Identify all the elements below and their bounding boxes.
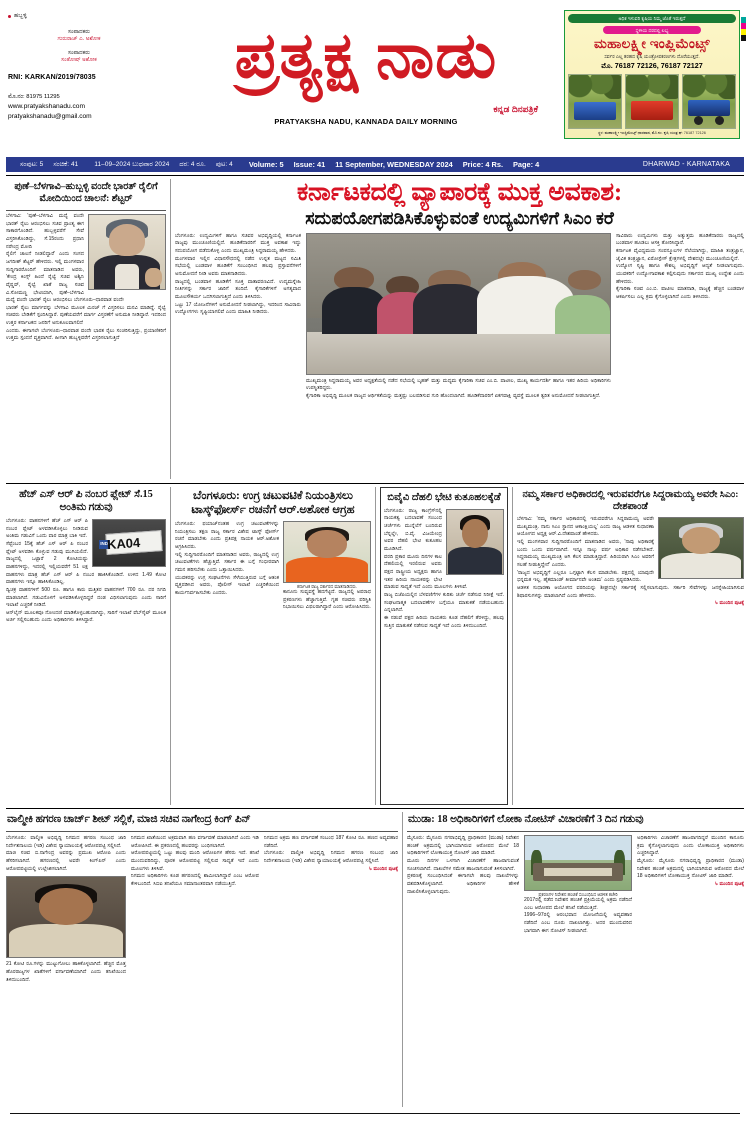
- valmiki-body: [6, 835, 398, 984]
- ad-phone-numbers: ಮೊ. 76187 72126, 76187 72127: [601, 60, 703, 70]
- md-p3: 2017ರಲ್ಲಿ ನಡೆದ ನಿವೇಶನ ಹಂಚಿಕೆ ಪ್ರಕ್ರಿಯೆಯಲ್ಲಿ ಅಕ್ರಮ ನಡೆದಿದೆ ಎಂಬ ಆರೋಪದ ಮೇಲೆ ತನಿಖೆ ನಡೆಯುತ್ತಿದೆ.: [524, 896, 632, 911]
- continue-arrow-icon-3: ↳: [714, 880, 719, 886]
- column-divider-4: [512, 487, 513, 805]
- edition-label: ಹಬ್ಬಳ್ಳಿ: [14, 12, 27, 19]
- dp-p1: ಬೆಳಗಾವಿ: 'ನಮ್ಮ ಸರ್ಕಾರ ಅಧಿಕಾರದಲ್ಲಿ ಇರುವವರೆಗೂ ಸಿದ್ದರಾಮಯ್ಯ ಅವರೇ ಮುಖ್ಯಮಂತ್ರಿ. ನಾನು ಸಿಎಂ ಸ್ಥಾನದ ಆಕಾಂಕ್ಷಿಯಲ್ಲ' ಎಂದು ರಾಜ್ಯ ಆಡಳಿತ ಸುಧಾರಣಾ ಆಯೋಗದ ಅಧ್ಯಕ್ಷ ಆರ್.ವಿ.ದೇಶಪಾಂಡೆ ಹೇಳಿದರು.: [517, 516, 654, 538]
- subtitle-kannada: ಕನ್ನಡ ದಿನಪತ್ರಿಕೆ: [493, 104, 538, 114]
- masthead-title-block: [168, 6, 564, 126]
- muda-col-2: [524, 835, 632, 935]
- main-headline-line2: ಸದುಪಯೋಗಪಡಿಸಿಕೊಳ್ಳುವಂತೆ ಉದ್ಯಮಿಗಳಿಗೆ ಸಿಎಂ ಕರೆ: [305, 208, 614, 228]
- main-c3-p3: ಉದ್ಯೋಗ ಸೃಷ್ಟಿ ಹಾಗೂ ಕೌಶಲ್ಯ ಅಭಿವೃದ್ಧಿಗೆ ಆದ್ಯತೆ ನೀಡಲಾಗುವುದು. ಯುವಕರಿಗೆ ಉದ್ಯೋಗಾವಕಾಶ ಕಲ್ಪಿಸುವುದು ಸರ್ಕಾರದ ಮುಖ್ಯ ಉದ್ದೇಶ ಎಂದು ಹೇಳಿದರು.: [616, 263, 744, 285]
- rv-deshpande-photo: [658, 517, 744, 579]
- continue-arrow-icon-2: ↳: [368, 865, 373, 871]
- credit-2-name: ಸಂತೋಷ್ ಅಶೋಕ: [61, 56, 97, 63]
- info-pages: Page: 4: [513, 160, 540, 169]
- main-story: [175, 179, 744, 479]
- muda-col-2-text: [524, 897, 632, 935]
- taskforce-body: [175, 521, 371, 612]
- main-c1-p3: ರಾಜ್ಯದಲ್ಲಿ ಬಂಡವಾಳ ಹೂಡಿಕೆಗೆ ಸೂಕ್ತ ವಾತಾವರಣವಿದೆ. ಉದ್ಯಮಸ್ನೇಹಿ ನೀತಿಗಳನ್ನು ಸರ್ಕಾರ ಜಾರಿಗೆ ತಂದಿದೆ. ಕೈಗಾರಿಕೆಗಳಿಗೆ ಅಗತ್ಯವಾದ ಮೂಲಸೌಕರ್ಯ ಒದಗಿಸಲಾಗುತ್ತಿದೆ ಎಂದು ತಿಳಿಸಿದರು.: [175, 278, 301, 300]
- section-deshpande: [517, 487, 744, 805]
- contact-phone: ಮೊ.ನಂ: 81975 11295: [8, 93, 60, 100]
- ad-product-images: [568, 74, 736, 129]
- section-taskforce: [175, 487, 371, 805]
- r-ashoka-photo: [283, 521, 371, 583]
- bjp-p4: ಈ ನಡುವೆ ಪಕ್ಷದ ಹಿರಿಯ ನಾಯಕರು ಕೂಡ ದೆಹಲಿಗೆ ತೆರಳಿದ್ದು, ಹಲವು ಸುತ್ತಿನ ಮಾತುಕತೆ ನಡೆಸುವ ಸಾಧ್ಯತೆ ಇದೆ ಎಂದು ತಿಳಿದುಬಂದಿದೆ.: [384, 614, 504, 629]
- masthead-edition-bullet: [8, 12, 168, 20]
- valmiki-col-2: [131, 835, 259, 984]
- lead-para-3: ಭಾರತ್ ರೈಲು ಮಾರ್ಗವನ್ನು ಬೆಳಗಾವಿ ಮೂಲಕ ಮಿರಜ್ ಗೆ ವಿಸ್ತರಿಸಲು ಮನವಿ ಮಾಡಿದ್ದೆ. ರೈಲ್ವೆ ಸಚಿವರು ಬೇಡಿಕೆಗೆ ಸ್ಪಂದಿಸಿದ್ದಾರೆ. ಪುಣೆಯವರೆಗೆ ಮಾರ್ಗ ವಿಸ್ತರಣೆಗೆ ಅನುಮತಿ ನೀಡಿದ್ದಾರೆ. ಇದರಿಂದ ಉತ್ತರ ಕರ್ನಾಟಕದ ಜನರಿಗೆ ಅನುಕೂಲವಾಗಲಿದೆ: [6, 304, 166, 327]
- info-pages-kn: ಪುಟ: 4: [215, 160, 233, 168]
- cm-siddaramaiah-meeting-photo: [306, 233, 611, 375]
- vl-p5: ನಿಗಮದ ಅಧಿಕಾರಿಗಳು ಕೂಡ ಹಗರಣದಲ್ಲಿ ಶಾಮೀಲಾಗಿದ್ದಾರೆ ಎಂಬ ಆರೋಪ ಕೇಳಿಬಂದಿದೆ. ಸಿಬಿಐ ತನಿಖೆಯೂ ಸಮಾನಾಂತರವಾಗಿ ನಡೆಯುತ್ತಿದೆ.: [131, 873, 259, 887]
- bjp-p1: ಬೆಂಗಳೂರು: ರಾಜ್ಯ ಕಾಂಗ್ರೆಸ್‌ನಲ್ಲಿ ನಾಯಕತ್ವ ಬದಲಾವಣೆ ಸಂಬಂಧ ಚರ್ಚೆಗಳು ಮುನ್ನೆಲೆಗೆ ಬಂದಿರುವ ಬೆನ್ನಲ್ಲೇ, ಬಿ.ವೈ. ವಿಜಯೇಂದ್ರ ಅವರ ದೆಹಲಿ ಭೇಟಿ ಕುತೂಹಲ ಮೂಡಿಸಿದೆ.: [384, 507, 442, 553]
- main-c2-p1: ಮುಖ್ಯಮಂತ್ರಿ ಸಿದ್ದರಾಮಯ್ಯ ಅವರ ಅಧ್ಯಕ್ಷತೆಯಲ್ಲಿ ನಡೆದ ಸಭೆಯಲ್ಲಿ ಬೃಹತ್ ಮತ್ತು ಮಧ್ಯಮ ಕೈಗಾರಿಕಾ ಸಚಿವ ಎಂ.ಬಿ. ಪಾಟೀಲ, ಮುಖ್ಯ ಕಾರ್ಯದರ್ಶಿ ಹಾಗೂ ಇತರ ಹಿರಿಯ ಅಧಿಕಾರಿಗಳು ಉಪಸ್ಥಿತರಿದ್ದರು.: [306, 377, 611, 392]
- main-c3-p1: ಸಾವಿರಾರು ಉದ್ಯಮಿಗಳು ಮತ್ತು ಅತ್ಯುತ್ತಮ ಹೂಡಿಕೆದಾರರು ರಾಜ್ಯದಲ್ಲಿ ಬಂಡವಾಳ ಹೂಡಲು ಆಸಕ್ತಿ ತೋರಿಸಿದ್ದಾರೆ.: [616, 232, 744, 247]
- vl-p7: 21 ಕೋಟಿ ರೂ.ಗಳನ್ನು ಮುಟ್ಟುಗೋಲು ಹಾಕಿಕೊಳ್ಳಲಾಗಿದೆ. ಹೆಚ್ಚಿನ ಮೊತ್ತ ಹೊರರಾಜ್ಯಗಳ ಖಾತೆಗಳಿಗೆ ವರ್ಗಾವಣೆಯಾಗಿದೆ ಎಂದು ತನಿಖೆಯಿಂದ ತಿಳಿದುಬಂದಿದೆ.: [6, 961, 126, 983]
- divider-under-infobar: [6, 175, 744, 176]
- muda-continue-marker[interactable]: ↳ಮುಂದಿನ ಪುಟಕ್ಕೆ: [714, 880, 744, 886]
- lead-story-headline: ಪುಣೆ–ಬೆಳಗಾವಿ–ಹುಬ್ಬಳ್ಳಿ ವಂದೇ ಭಾರತ್ ರೈಲಿಗೆ ಮೋದಿಯಿಂದ ಚಾಲನೆ: ಶೆಟ್ಟರ್: [14, 181, 158, 205]
- column-divider-5: [402, 812, 403, 1107]
- vl-p4: ಆರೋಪಪಟ್ಟಿಯಲ್ಲಿ ಒಟ್ಟು ಹಲವು ಮಂದಿ ಆರೋಪಿಗಳ ಹೆಸರು ಇದೆ. ತನಿಖೆ ಮುಂದುವರಿದಿದ್ದು, ಪೂರಕ ಆರೋಪಪಟ್ಟಿ ಸಲ್ಲಿಸುವ ಸಾಧ್ಯತೆ ಇದೆ ಎಂದು ಮೂಲಗಳು ತಿಳಿಸಿವೆ.: [131, 850, 259, 872]
- tf-p1: ಬೆಂಗಳೂರು: ಫಯಾಜ್‌ನಂತಹ ಉಗ್ರ ಚಟುವಟಿಕೆಗಳನ್ನು ನಿಯಂತ್ರಿಸಲು ತಕ್ಷಣ ರಾಜ್ಯ ಸರ್ಕಾರ ವಿಶೇಷ ಟಾಸ್ಕ್ ಫೋರ್ಸ್ ರಚನೆ ಮಾಡಬೇಕು ಎಂದು ಪ್ರತಿಪಕ್ಷ ನಾಯಕ ಆರ್.ಅಶೋಕ ಆಗ್ರಹಿಸಿದರು.: [175, 520, 279, 550]
- credit-1: [20, 29, 138, 43]
- r-ashoka-photo-caption: ಕರ್ನಾಟಕ ರಾಜ್ಯ ಸರ್ಕಾರದ ಮಾತನಾಡಿದರು.: [296, 583, 358, 589]
- credit-1-role: ಸಂಪಾದಕರು: [68, 29, 90, 35]
- md-p2: ಮೂರು ದಿನಗಳ ಒಳಗಾಗಿ ವಿಚಾರಣೆಗೆ ಹಾಜರಾಗುವಂತೆ ಸೂಚಿಸಲಾಗಿದೆ. ದಾಖಲೆಗಳ ಸಮೇತ ಹಾಜರಾಗುವಂತೆ ತಿಳಿಸಲಾಗಿದೆ.: [407, 857, 519, 872]
- main-col-1: [175, 233, 301, 401]
- hsrp-body: [6, 518, 166, 625]
- masthead-advertisement[interactable]: [564, 10, 740, 139]
- top-band: [0, 179, 750, 479]
- hsrp-headline: ಹೆಚ್ ಎಸ್ ಆರ್ ಪಿ ನಂಬರ ಪ್ಲೇಟ್ ಸೆ.15 ಅಂತಿಮ ಗಡುವು: [19, 489, 153, 513]
- main-col-2: [306, 233, 611, 401]
- lead-para-1: ಬೆಳಗಾವಿ: 'ಪುಣೆ–ಬೆಳಗಾವಿ ಮಧ್ಯೆ ವಂದೇ ಭಾರತ್ ರೈಲು ಆರಂಭಿಸಲು ಸಚಿವ ಪ್ರಾಂತ್ಯ ಈಗ ಸಾಕಾರಗೊಂಡಿದೆ. ಹುಬ್ಬಳ್ಳಿವರೆಗೆ ಸೇವೆ ವಿಸ್ತರಿಸಿಕೊಂಡಿದ್ದು, ಸೆ.15ರಂದು ಪ್ರಧಾನಿ ನರೇಂದ್ರ ಮೋದಿ: [6, 212, 84, 250]
- section-muda: [407, 812, 744, 1107]
- muda-photo-caption: ಪ್ರಕರಣಗಳ ನಿವೇಶನ ಹಂಚಿಕೆ ಸಂಬಂಧಿಸಿದ ಆಡಳಿತ ಕಚೇರಿ: [538, 891, 618, 897]
- contact-email[interactable]: pratyakshanadu@gmail.com: [8, 113, 92, 121]
- md-p5: 1996–97ರಲ್ಲಿ ಆರಂಭವಾದ ಯೋಜನೆಯಲ್ಲಿ ಅವ್ಯವಹಾರ ನಡೆದಿದೆ ಎಂಬ ದೂರು ದಾಖಲಾಗಿತ್ತು. ಅದರ ಮುಂದುವರಿದ ಭಾಗವಾಗಿ ಈಗ ನೋಟಿಸ್ ನೀಡಲಾಗಿದೆ.: [524, 912, 632, 934]
- muda-col-3: [637, 835, 744, 935]
- muda-office-photo: [524, 835, 632, 891]
- deshpande-continue-marker[interactable]: ↳ಮುಂದಿನ ಪುಟಕ್ಕೆ: [714, 600, 744, 606]
- main-c3-p4: ಕೈಗಾರಿಕಾ ಸಚಿವ ಎಂ.ಬಿ. ಪಾಟೀಲ ಮಾತನಾಡಿ, ರಾಜ್ಯಕ್ಕೆ ಹೆಚ್ಚಿನ ಬಂಡವಾಳ ಆಕರ್ಷಿಸಲು ಎಲ್ಲ ಕ್ರಮ ಕೈಗೊಳ್ಳಲಾಗಿದೆ ಎಂದು ತಿಳಿಸಿದರು.: [616, 286, 744, 300]
- md-p1: ಮೈಸೂರು: ಮೈಸೂರು ನಗರಾಭಿವೃದ್ಧಿ ಪ್ರಾಧಿಕಾರದ (ಮುಡಾ) ನಿವೇಶನ ಹಂಚಿಕೆ ಅಕ್ರಮದಲ್ಲಿ ಭಾಗಿಯಾಗಿರುವ ಆರೋಪದ ಮೇಲೆ 18 ಅಧಿಕಾರಿಗಳಿಗೆ ಲೋಕಾಯುಕ್ತ ನೋಟಿಸ್ ಜಾರಿ ಮಾಡಿದೆ.: [407, 834, 519, 857]
- valmiki-continue-marker[interactable]: ↳ಮುಂದಿನ ಪುಟಕ್ಕೆ: [368, 865, 398, 871]
- bjp-delhi-headline: ಬಿವೈವಿ ದೆಹಲಿ ಭೇಟಿ ಕುತೂಹಲಕ್ಕೆಡೆ: [387, 492, 501, 503]
- ad-trailer-image: [682, 74, 736, 129]
- hsrp-number-plate-photo: IND KA04: [92, 519, 166, 567]
- valmiki-col-3: [264, 835, 398, 984]
- main-story-columns: [175, 233, 744, 401]
- main-c1-p2: ಮಂಗಳವಾರ ಇಲ್ಲಿನ ವಿಧಾನಸೌಧದಲ್ಲಿ ನಡೆದ ಉನ್ನತ ಮಟ್ಟದ ಸಮಿತಿ ಸಭೆಯಲ್ಲಿ ಬಂಡವಾಳ ಹೂಡಿಕೆಗೆ ಸಂಬಂಧಿಸಿದ ಹಲವು ಪ್ರಸ್ತಾವನೆಗಳಿಗೆ ಅನುಮೋದನೆ ನೀಡಿ ಅವರು ಮಾತನಾಡಿದರು.: [175, 255, 301, 277]
- nagendra-photo: [6, 876, 126, 958]
- lead-para-2: ರೈಲಿಗೆ ಚಾಲನೆ ನೀಡಲಿದ್ದಾರೆ' ಎಂದು ಸಂಸದ ಜಗದೀಶ್ ಶೆಟ್ಟರ್ ಹೇಳಿದರು. ಇಲ್ಲಿ ಮಂಗಳವಾರ ಸುದ್ದಿಗಾರರೊಂದಿಗೆ ಮಾತನಾಡಿದ ಅವರು, 'ಕೇಂದ್ರ ಕಿಂಗ್ಸ್ ಹಿಂದೆ ರೈಲ್ವೆ ಸಚಿವ ಅಶ್ವಿನಿ ವೈಷ್ಣವ್, ರೈಲ್ವೆ ಖಾತೆ ರಾಜ್ಯ ಸಚಿವ ವಿ.ಸೋಮಣ್ಣ ಭೇಟಿಯಾಗಿ, ಪುಣೆ–ಬೆಳಗಾವಿ ಮಧ್ಯೆ ವಂದೇ ಭಾರತ್ ರೈಲು ಆರಂಭಿಸಲು ಬೆಂಗಳೂರು–ಧಾರವಾಡ ವಂದೇ: [6, 251, 124, 304]
- hsrp-p3: ದ್ವಿಚಕ್ರ ವಾಹನಗಳಿಗೆ 500 ರೂ. ಹಾಗೂ ಕಾರು ಮತ್ತಿತರ ವಾಹನಗಳಿಗೆ 700 ರೂ. ದರ ನಿಗದಿ ಮಾಡಲಾಗಿದೆ. ಗಡುವಿನೊಳಗೆ ಅಳವಡಿಸಿಕೊಳ್ಳದಿದ್ದರೆ ದಂಡ ವಿಧಿಸಲಾಗುವುದು ಎಂದು ಸಾರಿಗೆ ಇಲಾಖೆ ಎಚ್ಚರಿಕೆ ನೀಡಿದೆ.: [6, 586, 166, 609]
- cmyk-registration-marks: [741, 17, 746, 41]
- main-headline-line1: ಕರ್ನಾಟಕದಲ್ಲಿ ವ್ಯಾಪಾರಕ್ಕೆ ಮುಕ್ತ ಅವಕಾಶ:: [296, 179, 623, 206]
- ad-description: ಸರ್ವರ ಎಲ್ಲ ತರಹದ ಕೃಷಿ ಯಂತ್ರೋಪಕರಣಗಳು ದೊರೆಯುತ್ತದೆ.: [604, 53, 700, 59]
- tf-p4: ಕಾನೂನು ಸುವ್ಯವಸ್ಥೆ ಹದಗೆಟ್ಟಿದೆ. ರಾಜ್ಯದಲ್ಲಿ ಅಪರಾಧ ಪ್ರಕರಣಗಳು ಹೆಚ್ಚಾಗುತ್ತಿವೆ. ಗೃಹ ಸಚಿವರು ಪರಿಸ್ಥಿತಿ ನಿಭಾಯಿಸಲು ವಿಫಲರಾಗಿದ್ದಾರೆ ಎಂದು ಆರೋಪಿಸಿದರು.: [283, 588, 371, 611]
- lead-story: [6, 179, 166, 479]
- masthead: [0, 0, 750, 155]
- taskforce-col-left: [175, 521, 279, 612]
- muda-body: [407, 835, 744, 935]
- info-date-kn: 11–09–2024 ಬುಧವಾರ 2024: [94, 160, 170, 168]
- hsrp-p4: ಆನ್‌ಲೈನ್ ಮೂಲಕವೂ ನೋಂದಣಿ ಮಾಡಿಕೊಳ್ಳಬಹುದಾಗಿದ್ದು, ಸಾರಿಗೆ ಇಲಾಖೆ ವೆಬ್‌ಸೈಟ್ ಮೂಲಕ ಅರ್ಜಿ ಸಲ್ಲಿಸಬಹುದು ಎಂದು ಅಧಿಕಾರಿಗಳು ತಿಳಿಸಿದ್ದಾರೆ.: [6, 609, 166, 624]
- deshpande-headline: ನಮ್ಮ ಸರ್ಕಾರ ಅಧಿಕಾರದಲ್ಲಿ ಇರುವವರೆಗೂ ಸಿದ್ದರಾಮಯ್ಯ ಅವರೇ ಸಿಎಂ: ದೇಶಪಾಂಡೆ: [522, 489, 739, 513]
- tf-p2: ಇಲ್ಲಿ ಸುದ್ದಿಗಾರರೊಂದಿಗೆ ಮಾತನಾಡಿದ ಅವರು, ರಾಜ್ಯದಲ್ಲಿ ಉಗ್ರ ಚಟುವಟಿಕೆಗಳು ಹೆಚ್ಚುತ್ತಿವೆ. ಸರ್ಕಾರ ಈ ಬಗ್ಗೆ ಗಂಭೀರವಾಗಿ ಗಮನ ಹರಿಸಬೇಕು ಎಂದು ಒತ್ತಾಯಿಸಿದರು.: [175, 551, 279, 573]
- jagadish-shettar-photo: [88, 214, 166, 290]
- bottom-band: [0, 812, 750, 1107]
- subtitle-english: PRATYAKSHA NADU, KANNADA DAILY MORNING: [274, 117, 458, 126]
- bjp-p2: ವರದಿ ಪ್ರಕಾರ ಮೂರು ದಿನಗಳ ಕಾಲ ದೆಹಲಿಯಲ್ಲಿ ಇರಲಿರುವ ಅವರು ಪಕ್ಷದ ರಾಷ್ಟ್ರೀಯ ಅಧ್ಯಕ್ಷರು ಹಾಗೂ ಇತರ ಹಿರಿಯ ನಾಯಕರನ್ನು ಭೇಟಿ ಮಾಡುವ ಸಾಧ್ಯತೆ ಇದೆ ಎಂದು ಮೂಲಗಳು ತಿಳಿಸಿವೆ.: [384, 553, 468, 591]
- info-price-kn: ದರ: 4 ರೂ.: [179, 160, 206, 168]
- dp-p3: 'ರಾಜ್ಯದ ಅಭಿವೃದ್ಧಿಗೆ ಎಲ್ಲರೂ ಒಗ್ಗಟ್ಟಾಗಿ ಕೆಲಸ ಮಾಡಬೇಕು. ಪಕ್ಷದಲ್ಲಿ ಯಾವುದೇ ಭಿನ್ನಮತ ಇಲ್ಲ. ಹೈಕಮಾಂಡ್ ತೀರ್ಮಾನವೇ ಅಂತಿಮ' ಎಂದು ಸ್ಪಷ್ಟಪಡಿಸಿದರು.: [517, 569, 654, 584]
- section-bjp-delhi: [380, 487, 508, 805]
- muda-col-1: [407, 835, 519, 935]
- main-col-3: [616, 233, 744, 401]
- ad-rotavator-image: [625, 74, 679, 129]
- section-hsrp: [6, 487, 166, 805]
- contact-website[interactable]: www.pratyakshanadu.com: [8, 102, 85, 110]
- column-divider-2: [170, 487, 171, 805]
- vl-p1: ಬೆಂಗಳೂರು: ವಾಲ್ಮೀಕಿ ಅಭಿವೃದ್ಧಿ ನಿಗಮದ ಹಗರಣ ಸಂಬಂಧ ಜಾರಿ ನಿರ್ದೇಶನಾಲಯ (ಇಡಿ) ವಿಶೇಷ ನ್ಯಾಯಾಲಯಕ್ಕೆ ಆರೋಪಪಟ್ಟಿ ಸಲ್ಲಿಸಿದೆ.: [6, 834, 126, 849]
- hsrp-p2: ಸೆಪ್ಟೆಂಬರ 15ಕ್ಕೆ ಹೆಚ್ ಎಸ್ ಆರ್ ಪಿ ನಂಬರ ಪ್ಲೇಟ್ ಅಳವಡಿಸಿ ಕೊಳ್ಳುವ ಗಡುವು ಮುಗಿಯಲಿದೆ. ರಾಜ್ಯದಲ್ಲಿ ಒಟ್ಟಾರೆ 2 ಕೋಟಿಯಷ್ಟು ವಾಹನಗಳಿದ್ದು, ಇದರಲ್ಲಿ ಇಲ್ಲಿಯವರೆಗೆ 51 ಲಕ್ಷ ವಾಹನಗಳು ಮಾತ್ರ ಹೆಚ್ ಎಸ್ ಆರ್ ಪಿ ನಂಬರ ಹಾಕಿಸಿಕೊಂಡಿದೆ. ಉಳಿದ 1.49 ಕೋಟಿ ವಾಹನಗಳು ಇನ್ನೂ ಹಾಕಿಸಿಕೊಂಡಿಲ್ಲ.: [6, 540, 166, 586]
- middle-band: [0, 487, 750, 805]
- main-c1-p4: ಒಟ್ಟು 17 ಯೋಜನೆಗಳಿಗೆ ಅನುಮೋದನೆ ನೀಡಲಾಗಿದ್ದು, ಇದರಿಂದ ಸಾವಿರಾರು ಉದ್ಯೋಗಗಳು ಸೃಷ್ಟಿಯಾಗಲಿವೆ ಎಂದು ಮಾಹಿತಿ ನೀಡಿದರು.: [175, 301, 301, 316]
- credit-2: [20, 50, 138, 64]
- valmiki-col-1: [6, 835, 126, 984]
- main-c2-p2: ಕೈಗಾರಿಕಾ ಅಭಿವೃದ್ಧಿ ಮೂಲಕ ರಾಜ್ಯದ ಆರ್ಥಿಕತೆಯನ್ನು ಮತ್ತಷ್ಟು ಬಲಪಡಿಸುವ ಗುರಿ ಹೊಂದಲಾಗಿದೆ. ಹೂಡಿಕೆದಾರರಿಗೆ ಏಕಗವಾಕ್ಷಿ ವ್ಯವಸ್ಥೆ ಮೂಲಕ ತ್ವರಿತ ಅನುಮೋದನೆ ನೀಡಲಾಗುತ್ತಿದೆ.: [306, 392, 601, 399]
- page-bottom-rule: [10, 1113, 740, 1114]
- main-c1-p1: ಬೆಂಗಳೂರು: ಉದ್ಯಮಿಗಳಿಗೆ ಹಾಗೂ ಸಚಿವರ ಅಭಿವೃದ್ಧಿಯಲ್ಲಿ ಕರ್ನಾಟಕ ರಾಜ್ಯವು ಮುಂಚೂಣಿಯಲ್ಲಿದೆ. ಹೂಡಿಕೆದಾರರಿಗೆ ಮುಕ್ತ ಅವಕಾಶ ಇದ್ದು ಸದುಪಯೋಗ ಪಡೆದುಕೊಳ್ಳಿ ಎಂದು ಮುಖ್ಯಮಂತ್ರಿ ಸಿದ್ದರಾಮಯ್ಯ ಹೇಳಿದರು.: [175, 232, 301, 254]
- info-price: Price: 4 Rs.: [462, 160, 503, 169]
- bjp-delhi-body: [384, 508, 504, 631]
- column-divider-3: [375, 487, 376, 805]
- section-valmiki: [6, 812, 398, 1107]
- md-p1b: ಮೈಸೂರು: ಮೈಸೂರು ನಗರಾಭಿವೃದ್ಧಿ ಪ್ರಾಧಿಕಾರದ (ಮುಡಾ) ನಿವೇಶನ ಹಂಚಿಕೆ ಅಕ್ರಮದಲ್ಲಿ ಭಾಗಿಯಾಗಿರುವ ಆರೋಪದ ಮೇಲೆ 18 ಅಧಿಕಾರಿಗಳಿಗೆ ಲೋಕಾಯುಕ್ತ ನೋಟಿಸ್ ಜಾರಿ ಮಾಡಿದೆ.: [637, 857, 744, 880]
- vl-p3: ನಿಗಮದ ಖಾತೆಯಿಂದ ಅಕ್ರಮವಾಗಿ ಹಣ ವರ್ಗಾವಣೆ ಮಾಡಲಾಗಿದೆ ಎಂದು ಇಡಿ ಆರೋಪಿಸಿದೆ. ಈ ಪ್ರಕರಣದಲ್ಲಿ ಹಲವರನ್ನು ಬಂಧಿಸಲಾಗಿದೆ.: [131, 834, 259, 849]
- continue-arrow-icon: ↳: [714, 600, 719, 606]
- main-c3-p2: ಕರ್ನಾಟಕ ವೈವಿಧ್ಯಮಯ ಸಂಪನ್ಮೂಲಗಳ ನೆಲೆಯಾಗಿದ್ದು, ಮಾಹಿತಿ ತಂತ್ರಜ್ಞಾನ, ಜೈವಿಕ ತಂತ್ರಜ್ಞಾನ, ಏರೋಸ್ಪೇಸ್ ಕ್ಷೇತ್ರಗಳಲ್ಲಿ ದೇಶದಲ್ಲೇ ಮುಂಚೂಣಿಯಲ್ಲಿದೆ.: [616, 247, 744, 262]
- masthead-left-info: [8, 6, 168, 122]
- masthead-contact: [8, 93, 168, 122]
- dp-p4: ಆಡಳಿತ ಸುಧಾರಣಾ ಆಯೋಗದ ವರದಿಯನ್ನು ಶೀಘ್ರದಲ್ಲೇ ಸರ್ಕಾರಕ್ಕೆ ಸಲ್ಲಿಸಲಾಗುವುದು. ಸರ್ಕಾರಿ ಸೇವೆಗಳನ್ನು ಜನಸ್ನೇಹಿಯಾಗಿಸುವ ಶಿಫಾರಸುಗಳನ್ನು ಮಾಡಲಾಗಿದೆ ಎಂದು ಹೇಳಿದರು.: [517, 585, 744, 599]
- main-col-2-text: [306, 378, 611, 401]
- bullet-dot-icon: [8, 15, 11, 18]
- vl-p6: ನಿಗಮದ ಅಕ್ರಮ ಹಣ ವರ್ಗಾವಣೆ ಸಂಬಂಧ 187 ಕೋಟಿ ರೂ. ಹಣದ ಅವ್ಯವಹಾರ ನಡೆದಿದೆ.: [264, 834, 398, 849]
- muda-headline: ಮುಡಾ: 18 ಅಧಿಕಾರಿಗಳಿಗೆ ಲೋಕಾ ನೋಟಿಸ್ ವಿಚಾರಣೆಗೆ 3 ದಿನ ಗಡುವು: [408, 814, 644, 825]
- credit-2-role: ಸಂಪಾದಕರು: [68, 49, 90, 56]
- info-volume-kn: ಸಂಪುಟ: 5: [20, 160, 44, 168]
- ad-footer-address: ಸ್ಥಳ: ಮಹಾಲಕ್ಷ್ಮೀ ಇಂಪ್ಲಿಮೆಂಟ್ಸ್ ಧಾರವಾಡ, ಮೊ.ನಂ. ಕೃಷಿ ಯಂತ್ರ ಘ: 76187 72126: [598, 130, 706, 135]
- info-date: 11 September, WEDNESDAY 2024: [335, 160, 453, 169]
- divider-mid-1: [6, 483, 744, 484]
- md-p4: ಪ್ರಕರಣಕ್ಕೆ ಸಂಬಂಧಿಸಿದಂತೆ ಈಗಾಗಲೇ ಹಲವು ದಾಖಲೆಗಳನ್ನು ವಶಪಡಿಸಿಕೊಳ್ಳಲಾಗಿದೆ. ಅಧಿಕಾರಿಗಳ ಹೇಳಿಕೆ ದಾಖಲಿಸಿಕೊಳ್ಳಲಾಗುವುದು.: [407, 873, 519, 895]
- hsrp-p1: ಬೆಂಗಳೂರು: ವಾಹನಗಳಿಗೆ ಹೆಚ್ ಎಸ್ ಆರ್ ಪಿ ನಂಬರ ಪ್ಲೇಟ್ ಅಳವಡಿಸಿಕೊಳ್ಳಲು ನೀಡಿರುವ ಅಂತಿಮ ಗಡುವಿಗೆ ಒಂದು ವಾರ ಮಾತ್ರ ಬಾಕಿ ಇದೆ.: [6, 517, 88, 540]
- newspaper-title: ಪ್ರತ್ಯಕ್ಷ ನಾಡು: [234, 20, 498, 91]
- vl-p1b: ಬೆಂಗಳೂರು: ವಾಲ್ಮೀಕಿ ಅಭಿವೃದ್ಧಿ ನಿಗಮದ ಹಗರಣ ಸಂಬಂಧ ಜಾರಿ ನಿರ್ದೇಶನಾಲಯ (ಇಡಿ) ವಿಶೇಷ ನ್ಯಾಯಾಲಯಕ್ಕೆ ಆರೋಪಪಟ್ಟಿ ಸಲ್ಲಿಸಿದೆ.: [264, 850, 398, 864]
- valmiki-headline: ವಾಲ್ಮೀಕಿ ಹಗರಣ ಚಾರ್ಜ್ ಶೀಟ್ ಸಲ್ಲಿಕೆ, ಮಾಜಿ ಸಚಿವ ನಾಗೇಂದ್ರ ಕಿಂಗ್ ಪಿನ್: [7, 814, 251, 825]
- info-issue: Issue: 41: [293, 160, 326, 169]
- ad-plough-image: [568, 74, 622, 129]
- bjp-p3: ರಾಜ್ಯ ಬಿಜೆಪಿಯಲ್ಲಿನ ಬೆಳವಣಿಗೆಗಳ ಕುರಿತು ಚರ್ಚೆ ನಡೆಸುವ ನಿರೀಕ್ಷೆ ಇದೆ. ಸಂಘಟನಾತ್ಮಕ ಬದಲಾವಣೆಗಳ ಬಗ್ಗೆಯೂ ಮಾತುಕತೆ ನಡೆಯಬಹುದು ಎನ್ನಲಾಗಿದೆ.: [384, 591, 504, 614]
- deshpande-body: [517, 516, 744, 607]
- taskforce-col-right: [283, 521, 371, 612]
- column-divider: [170, 179, 171, 479]
- issue-info-bar: [6, 157, 744, 172]
- divider-mid-2: [6, 808, 744, 809]
- tf-p4-wrap: [283, 589, 371, 612]
- rni-number: RNI: KARKAN/2019/78035: [8, 73, 96, 81]
- info-place: DHARWAD - KARNATAKA: [642, 161, 730, 168]
- dp-p2: ಇಲ್ಲಿ ಮಂಗಳವಾರ ಸುದ್ದಿಗಾರರೊಂದಿಗೆ ಮಾತನಾಡಿದ ಅವರು, 'ನಾವು ಅಧಿಕಾರಕ್ಕೆ ಬಂದು ಒಂದು ವರ್ಷವಾಗಿದೆ. ಇನ್ನೂ ನಾಲ್ಕು ವರ್ಷ ಅಧಿಕಾರ ನಡೆಸಬೇಕಿದೆ. ಸಿದ್ದರಾಮಯ್ಯ ಮುಖ್ಯಮಂತ್ರಿ ಆಗಿ ಕೆಲಸ ಮಾಡುತ್ತಿದ್ದಾರೆ. ಹಿರಿಯರಾಗಿ ಸಿಎಂ ಅವರಿಗೆ ಸಲಹೆ ನೀಡುತ್ತಿದ್ದೇನೆ' ಎಂದರು.: [517, 539, 654, 569]
- ad-brand-title: ಮಹಾಲಕ್ಷ್ಮೀ ಇಂಪ್ಲಿಮೆಂಟ್ಸ್: [594, 36, 710, 51]
- md-p6: ಅಧಿಕಾರಿಗಳು ವಿಚಾರಣೆಗೆ ಹಾಜರಾಗದಿದ್ದರೆ ಮುಂದಿನ ಕಾನೂನು ಕ್ರಮ ಕೈಗೊಳ್ಳಲಾಗುವುದು ಎಂದು ಲೋಕಾಯುಕ್ತ ಅಧಿಕಾರಿಗಳು ಎಚ್ಚರಿಸಿದ್ದಾರೆ.: [637, 834, 744, 857]
- info-volume: Volume: 5: [248, 160, 284, 169]
- vl-p2: ಮಾಜಿ ಸಚಿವ ಬಿ.ನಾಗೇಂದ್ರ ಅವರನ್ನು ಪ್ರಮುಖ ಆರೋಪಿ ಎಂದು ಹೆಸರಿಸಲಾಗಿದೆ. ಹಗರಣದಲ್ಲಿ ಅವರೇ ಕಿಂಗ್‌ಪಿನ್ ಎಂದು ಆರೋಪಪಟ್ಟಿಯಲ್ಲಿ ಉಲ್ಲೇಖಿಸಲಾಗಿದೆ.: [6, 850, 126, 872]
- bjp-leader-photo: [446, 509, 504, 575]
- lead-story-body: [6, 213, 166, 343]
- credit-1-name: ಗುರುರಾಜ್ ಎ. ಅಶೋಕ: [57, 35, 101, 42]
- ad-pink-band: ಸ್ಥಳೀಯ ದರದಲ್ಲಿ ಲಭ್ಯ: [603, 26, 700, 34]
- tf-p3: ಯುವಕರನ್ನು ಉಗ್ರ ಸಂಘಟನೆಗಳು ಸೆಳೆಯುತ್ತಿರುವ ಬಗ್ಗೆ ಆತಂಕ ವ್ಯಕ್ತಪಡಿಸಿದ ಅವರು, ಪೊಲೀಸ್ ಇಲಾಖೆ ಎಚ್ಚರಿಕೆಯಿಂದ ಕಾರ್ಯನಿರ್ವಹಿಸಬೇಕು ಎಂದರು.: [175, 574, 279, 596]
- lead-para-4: ಎಂದರು. ಈಗಾಗಲೇ ಬೆಂಗಳೂರು–ಧಾರವಾಡ ವಂದೇ ಭಾರತ ರೈಲು ಸಂಚರಿಸುತ್ತಿದ್ದು, ಪ್ರಯಾಣಿಕರಿಗೆ ಉತ್ತಮ ಸ್ಪಂದನೆ ವ್ಯಕ್ತವಾಗಿದೆ. ಹೀಗಾಗಿ ಹುಬ್ಬಳ್ಳಿವರೆಗೆ ವಿಸ್ತರಿಸಲಾಗುತ್ತಿದೆ: [6, 327, 166, 342]
- taskforce-headline: ಬೆಂಗಳೂರು: ಉಗ್ರ ಚಟುವಟಿಕೆ ನಿಯಂತ್ರಿಸಲು ಟಾಸ್ಕ್‌ಫೋರ್ಸ್ ರಚನೆಗೆ ಆರ್.ಅಶೋಕ ಆಗ್ರಹ: [191, 490, 355, 517]
- ad-top-band: ಅಧಿಕ ಇಳುವರಿ ಕೃಷಿಯ ನಿಮ್ಮ ಜೊತೆ ಇರುತ್ತದೆ: [568, 14, 736, 23]
- info-issue-kn: ಸಂಚಿಕೆ: 41: [53, 160, 79, 168]
